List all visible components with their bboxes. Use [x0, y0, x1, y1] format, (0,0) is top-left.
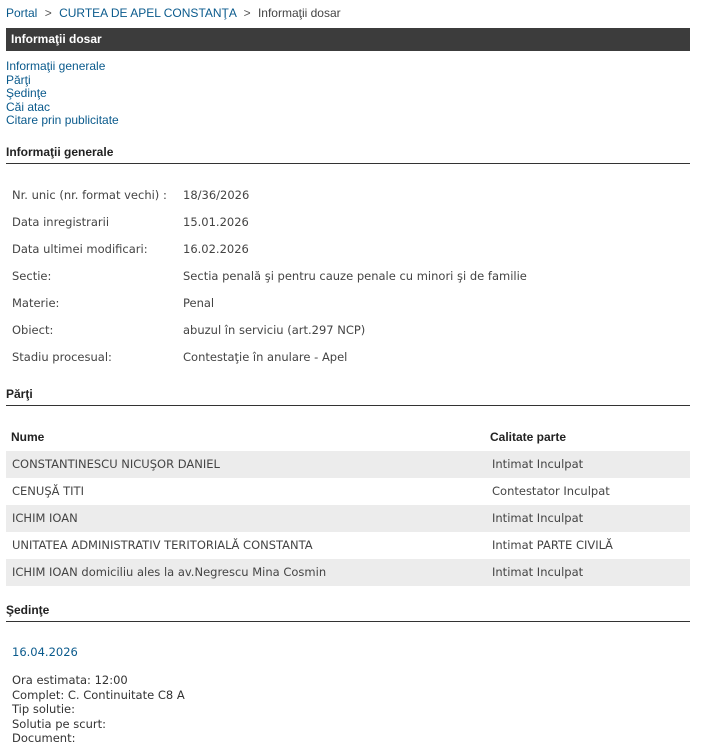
breadcrumb-current: Informaţii dosar [257, 6, 341, 20]
hearings-heading: Şedinţe [6, 603, 690, 622]
party-role: Intimat Inculpat [492, 457, 584, 471]
party-role: Intimat PARTE CIVILĂ [492, 538, 613, 552]
party-name: CONSTANTINESCU NICUŞOR DANIEL [12, 457, 220, 471]
hearing-date-link[interactable]: 16.04.2026 [12, 645, 78, 659]
party-name: ICHIM IOAN domiciliu ales la av.Negrescu Mina Cosmin [12, 565, 327, 579]
general-row-value: Contestaţie în anulare - Apel [183, 350, 348, 364]
page-title: Informaţii dosar [6, 28, 690, 51]
breadcrumb-separator: > [243, 6, 251, 20]
hearing-document: Document: [12, 731, 76, 745]
party-role: Intimat Inculpat [492, 565, 584, 579]
general-row-label: Data inregistrarii [12, 215, 110, 229]
general-row-value: 16.02.2026 [183, 242, 249, 256]
parties-col-role-header: Calitate parte [490, 430, 567, 444]
party-row [6, 532, 690, 559]
breadcrumb-separator: > [44, 6, 52, 20]
nav-link-appeals[interactable]: Căi atac [6, 99, 51, 114]
party-row [6, 505, 690, 532]
general-row-label: Sectie: [12, 269, 52, 283]
general-row-value: 15.01.2026 [183, 215, 249, 229]
hearing-estimated-time: Ora estimata: 12:00 [12, 673, 128, 687]
general-row-label: Obiect: [12, 323, 54, 337]
parties-col-name-header: Nume [11, 430, 45, 444]
nav-link-general-info[interactable]: Informaţii generale [6, 59, 106, 73]
general-row-label: Materie: [12, 296, 60, 310]
breadcrumb-court-link[interactable]: CURTEA DE APEL CONSTANŢA [59, 6, 237, 20]
hearing-panel: Complet: C. Continuitate C8 A [12, 687, 185, 702]
nav-link-parties[interactable]: Părţi [6, 72, 31, 87]
general-row-label: Data ultimei modificari: [12, 242, 148, 256]
party-name: ICHIM IOAN [12, 511, 78, 525]
party-role: Contestator Inculpat [492, 484, 610, 498]
party-row [6, 451, 690, 478]
breadcrumb [6, 6, 341, 20]
party-name: UNITATEA ADMINISTRATIV TERITORIALĂ CONSTANTA [12, 538, 313, 552]
nav-link-public-summons[interactable]: Citare prin publicitate [6, 113, 119, 127]
party-role: Intimat Inculpat [492, 511, 584, 525]
nav-link-hearings[interactable]: Şedinţe [6, 86, 47, 100]
general-row-value: Sectia penală şi pentru cauze penale cu minori şi de familie [183, 269, 527, 283]
party-row [6, 559, 690, 586]
general-info-heading: Informaţii generale [6, 145, 690, 164]
hearing-solution-summary: Solutia pe scurt: [12, 716, 106, 731]
general-row-value: abuzul în serviciu (art.297 NCP) [183, 323, 366, 337]
section-nav [6, 60, 119, 128]
general-row-label: Nr. unic (nr. format vechi) : [12, 188, 167, 202]
party-row [6, 478, 690, 505]
breadcrumb-portal-link[interactable]: Portal [6, 6, 38, 20]
general-row-label: Stadiu procesual: [12, 350, 112, 364]
hearing-solution-type: Tip solutie: [12, 702, 75, 716]
parties-heading: Părţi [6, 387, 690, 406]
general-row-value: 18/36/2026 [183, 188, 250, 202]
hearing-details [12, 673, 185, 746]
party-name: CENUŞĂ TITI [12, 484, 84, 498]
general-row-value: Penal [183, 296, 215, 310]
